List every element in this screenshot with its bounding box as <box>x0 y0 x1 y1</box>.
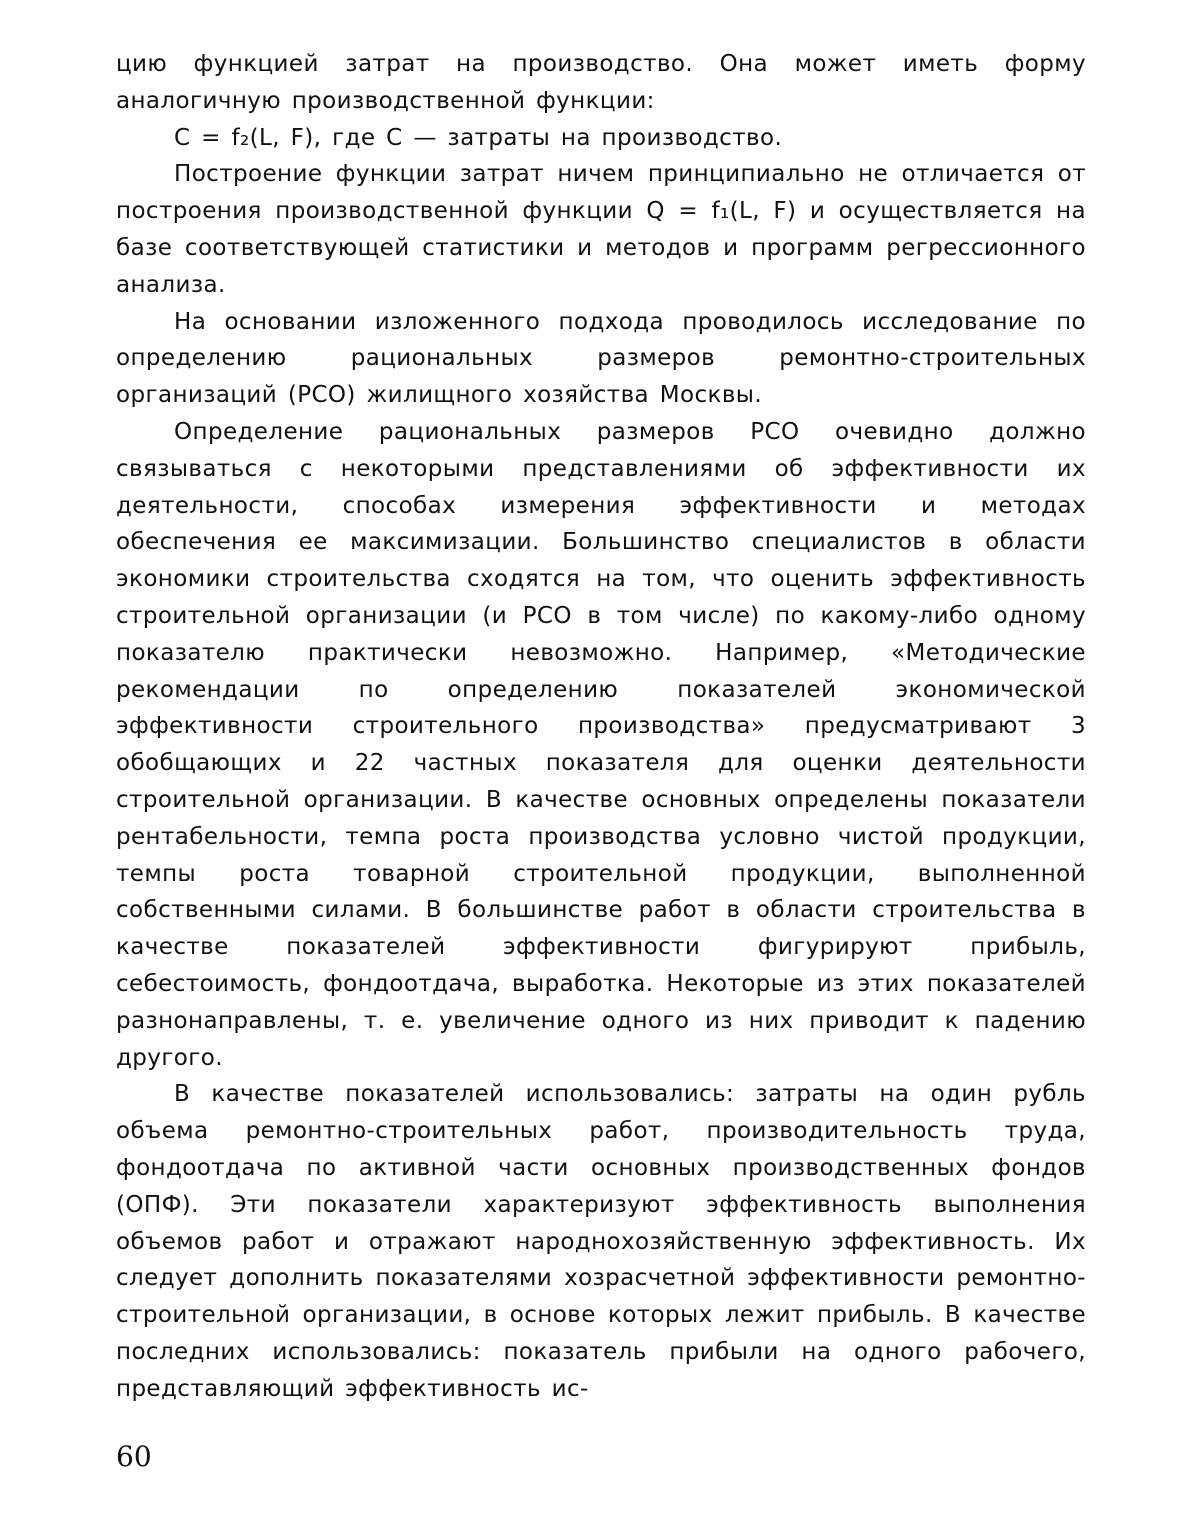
page-number: 60 <box>116 1440 152 1473</box>
paragraph-indicators-used: В качестве показателей использовались: затраты на один рубль объема ремонтно-строительных работ, производительность труда, фондоотдача по активной части основных производственных фондов (ОПФ). Эти показатели характеризуют эффективность выполнения объемов работ и отражают народнохозяйственную эффективность. Их следует дополнить показателями хозрасчетной эффективности ремонтно-строительной организации, в основе которых лежит прибыль. В качестве последних использовались: показатель прибыли на одного рабочего, представляющий эффективность ис- <box>116 1081 1086 1402</box>
paragraph-efficiency-indicators: Определение рациональных размеров РСО очевидно должно связываться с некоторыми представлениями об эффективности их деятельности, способах измерения эффективности и методах обеспечения ее максимизации. Большинство специалистов в области экономики строительства сходятся на том, что оценить эффективность строительной организации (и РСО в том числе) по какому-либо одному показателю практически невозможно. Например, «Методические рекомендации по определению показателей экономической эффективности строительного производства» предусматривают 3 обобщающих и 22 частных показателя для оценки деятельности строительной организации. В качестве основных определены показатели рентабельности, темпа роста производства условно чистой продукции, темпы роста товарной строительной продукции, выполненной собственными силами. В большинстве работ в области строительства в качестве показателей эффективности фигурируют прибыль, себестоимость, фондоотдача, выработка. Некоторые из этих показателей разнонаправлены, т. е. увеличение одного из них приводит к падению другого. <box>116 418 1086 1071</box>
paragraph-continuation: цию функцией затрат на производство. Она может иметь форму аналогичную производственной функции: <box>116 51 1086 114</box>
cost-function-formula: C = f₂(L, F), где C — затраты на производство. <box>174 124 783 151</box>
paragraph-cost-function-construction: Построение функции затрат ничем принципиально не отличается от построения производственной функции Q = f₁(L, F) и осуществляется на базе соответствующей статистики и методов и программ регрессионного анализа. <box>116 161 1086 298</box>
page-body <box>116 46 1086 1407</box>
paragraph-study-description: На основании изложенного подхода проводилось исследование по определению рациональных размеров ремонтно-строительных организаций (РСО) жилищного хозяйства Москвы. <box>116 308 1086 409</box>
